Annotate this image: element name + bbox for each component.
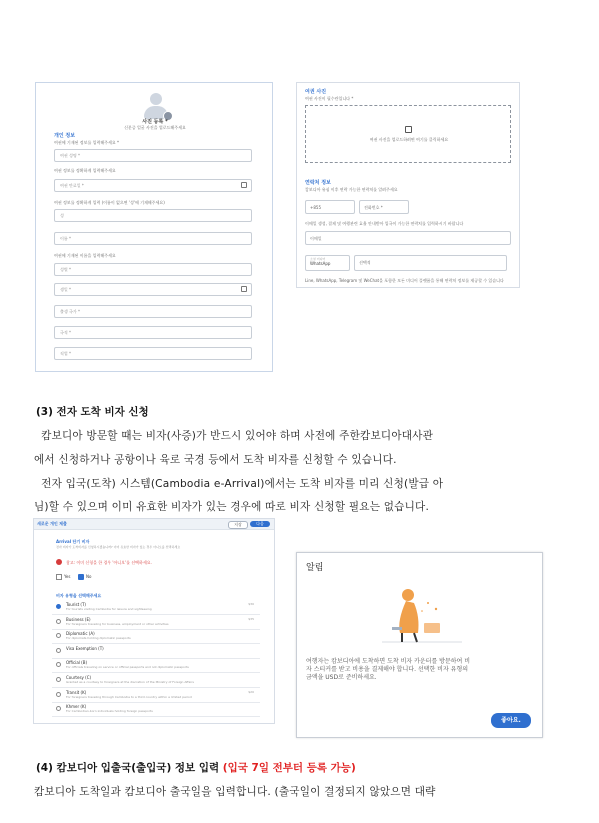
visa-option-desc: For tourists visiting Cambodia for leisure and sightseeing — [66, 607, 152, 611]
warning-text: 참고: 이미 신청을 한 경우 '아니오'를 선택하세요. — [66, 560, 152, 565]
visa-type-title: 비자 유형을 선택해주세요 — [56, 593, 102, 598]
surname-field[interactable]: 여권 성명 * — [54, 149, 252, 162]
radio-button[interactable] — [56, 604, 61, 609]
visa-option-desc: For Cambodian-born individuals holding foreign passports — [66, 709, 153, 714]
email-label: 이메일 생성, 결제 및 여행관련 효율 안내받아 입국이 가능한 연락처를 입력하시기 바랍니다 — [305, 221, 464, 226]
section-3-line-3: 전자 입국(도착) 시스템(Cambodia e-Arrival)에서는 도착 비자를 미리 신청(발급 아 — [34, 478, 444, 490]
calendar-icon[interactable] — [241, 286, 247, 292]
visa-option-row[interactable] — [52, 689, 260, 703]
save-button[interactable]: 저장 — [228, 521, 248, 529]
section-3-heading: (3) 전자 도착 비자 신청 — [36, 406, 149, 418]
no-checkbox-checked[interactable] — [78, 574, 84, 580]
photo-upload-dropzone[interactable] — [305, 105, 511, 163]
radio-button[interactable] — [56, 677, 61, 682]
name-label: 여권 정보를 정확하게 입력 (이름이 없으면 '성'에 기재해주세요) — [54, 200, 165, 205]
section-4-heading — [36, 760, 356, 775]
passport-label: 여권에 기재된 이름을 입력해주세요 — [54, 253, 116, 258]
upload-icon — [405, 126, 412, 133]
visa-option-title: Diplomatic (A) — [66, 631, 95, 637]
visa-option-title: Transit (K) — [66, 689, 87, 695]
visa-option-price: $35 — [248, 616, 254, 621]
birthday-placeholder: 생일 * — [60, 287, 71, 292]
section-3-line-4: 님)할 수 있으며 이미 유효한 비자가 있는 경우에 따로 비자 신청할 필요는 없습니다. — [34, 501, 430, 513]
photo-hint: 신분증 얼굴 사진을 업로드해주세요 — [124, 125, 186, 130]
visa-option-price: $30 — [248, 602, 254, 606]
upload-text: 여권 사진을 업로드하려면 여기를 클릭하세요 — [369, 137, 449, 142]
visa-application-screenshot — [33, 518, 275, 724]
arrival-visa-title: Arrival 단기 비자 — [56, 539, 90, 544]
visa-option-title: Khmer (K) — [66, 704, 87, 710]
visa-option-price: $20 — [248, 689, 254, 694]
messenger-select[interactable] — [305, 255, 350, 271]
radio-button[interactable] — [56, 692, 61, 697]
contact-title: 연락처 정보 — [305, 180, 331, 186]
given-name-field[interactable]: 성 — [54, 209, 252, 222]
visa-top-title: 새로운 개인 제출 — [37, 521, 67, 526]
dob-label: 여권 정보를 정확하게 입력해주세요 — [54, 168, 116, 173]
gender-field[interactable]: 성별 * — [54, 263, 252, 276]
section-4-heading-note: (입국 7일 전부터 등록 가능) — [222, 762, 356, 774]
visa-option-title: Official (B) — [66, 660, 88, 666]
section-hint: 여권에 기재된 정보를 입력해주세요 * — [54, 140, 120, 145]
middle-name-field[interactable]: 이름 * — [54, 232, 252, 245]
messenger-value: WhatsApp — [310, 261, 331, 266]
no-label: No — [86, 574, 92, 579]
country-code-select[interactable]: +855 — [305, 200, 355, 214]
birth-country-field[interactable]: 출생 국가 * — [54, 305, 252, 318]
birthday-field[interactable] — [54, 283, 252, 296]
visa-option-title: Tourist (T) — [66, 602, 86, 607]
visa-option-desc: For officials traveling on service or official passports and not diplomatic passports — [66, 665, 189, 670]
notice-line-3: 금액을 USD로 준비하세요. — [306, 674, 377, 681]
visa-option-row[interactable] — [52, 703, 260, 717]
arrival-visa-hint: 전자 비자가 도착비자를 신청하시겠습니까? 이미 유효한 비자가 있는 경우 아니오를 선택하세요 — [56, 545, 181, 549]
visa-option-row[interactable] — [52, 630, 260, 644]
next-button[interactable]: 다음 — [250, 521, 270, 527]
passport-photo-screenshot — [296, 82, 520, 288]
yes-checkbox[interactable] — [56, 574, 62, 580]
contact-hint: 캄보디아 유심 이후 연락 가능한 연락처를 알려주세요 — [305, 187, 398, 192]
visa-option-desc: For foreigners traveling through Cambodia to a third country within a limited period — [66, 694, 192, 699]
notice-text — [306, 658, 470, 682]
visa-option-desc: For foreigners traveling for business, employment or other activities — [66, 621, 169, 626]
visa-top-bar — [34, 519, 274, 530]
email-field[interactable]: 이메일 — [305, 231, 511, 245]
notice-line-2: 자 스티커를 받고 비용을 결제해야 합니다. 선택한 비자 유형의 — [306, 666, 469, 673]
radio-button[interactable] — [56, 648, 61, 653]
visa-option-row[interactable] — [52, 601, 260, 615]
radio-button[interactable] — [56, 662, 61, 667]
visa-option-desc: Granted as a courtesy to foreigners at the discretion of the Ministry of Foreign Affairs — [66, 680, 194, 684]
phone-field[interactable]: 전화번호 * — [359, 200, 409, 214]
visa-option-title: Courtesy (C) — [66, 675, 92, 680]
visa-option-row[interactable] — [52, 674, 260, 688]
calendar-icon[interactable] — [241, 182, 247, 188]
visa-option-row[interactable] — [52, 645, 260, 659]
notice-line-1: 여행자는 캄보디아에 도착하면 도착 비자 카운터를 방문하여 비 — [306, 658, 471, 665]
notice-popup-screenshot — [296, 552, 543, 738]
section-4-heading-main: (4) 캄보디아 입출국(출입국) 정보 입력 — [36, 762, 223, 774]
visa-option-title: Visa Exemption (T) — [66, 645, 104, 651]
passport-expiry-placeholder: 여권 만료일 * — [60, 183, 84, 188]
profile-photo-placeholder[interactable] — [141, 91, 171, 121]
notice-title: 알림 — [306, 563, 324, 573]
visa-option-title: Business (E) — [66, 616, 91, 622]
section-title: 개인 정보 — [54, 133, 76, 139]
yes-label: Yes — [64, 574, 71, 579]
passport-expiry-field[interactable] — [54, 179, 252, 192]
visa-option-row[interactable] — [52, 616, 260, 630]
occupation-field[interactable]: 직업 * — [54, 347, 252, 360]
personal-info-screenshot — [35, 82, 273, 372]
photo-title: 사진 등록 * — [142, 119, 168, 125]
section-4-line-1: 캄보디아 도착일과 캄보디아 출국일을 입력합니다. (출국일이 결정되지 않았으면 대략 — [34, 786, 436, 798]
radio-button[interactable] — [56, 619, 61, 624]
radio-button[interactable] — [56, 633, 61, 638]
passport-photo-title: 여권 사진 — [305, 89, 327, 95]
traveler-illustration — [362, 581, 472, 649]
visa-option-desc: For diplomats holding diplomatic passports — [66, 636, 131, 641]
confirm-button[interactable]: 좋아요. — [491, 713, 531, 728]
section-3-line-2: 에서 신청하거나 공항이나 육로 국경 등에서 도착 비자를 신청할 수 있습니다. — [34, 454, 397, 466]
messenger-label: 소셜 미디어 — [310, 257, 326, 261]
passport-photo-hint: 여권 사진이 필수란입니다 * — [305, 96, 354, 101]
warning-icon — [56, 559, 62, 565]
radio-button[interactable] — [56, 706, 61, 711]
messenger-id-field[interactable]: 선택적 — [354, 255, 507, 271]
messenger-footer-note: Line, WhatsApp, Telegram 및 WeChat을 포함한 모든 미디어 플랫폼을 통해 연락처 정보를 제공할 수 있습니다 — [305, 278, 504, 283]
section-3-line-1: 캄보디아 방문할 때는 비자(사증)가 반드시 있어야 하며 사전에 주한캄보디아대사관 — [34, 430, 434, 442]
visa-option-row[interactable] — [52, 659, 260, 673]
nationality-field[interactable]: 국적 * — [54, 326, 252, 339]
avatar-head-icon — [150, 93, 162, 105]
